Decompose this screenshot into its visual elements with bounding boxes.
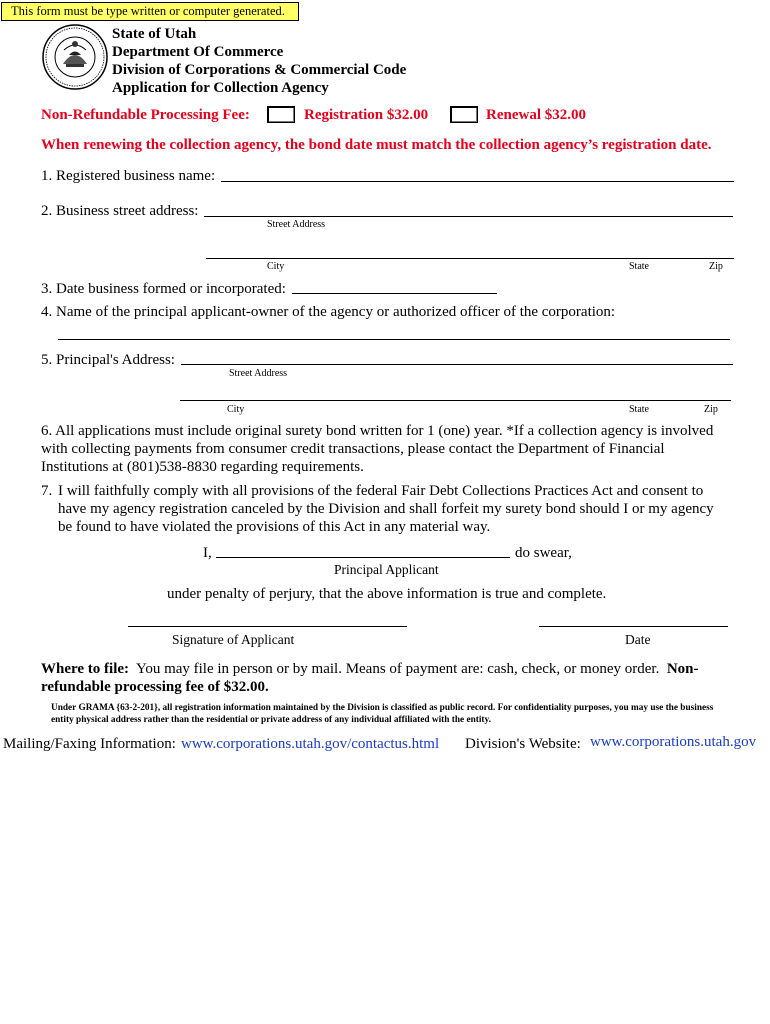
website-label: Division's Website: <box>465 736 581 752</box>
principal-city-state-zip-field[interactable] <box>180 400 731 401</box>
renewal-bond-note: When renewing the collection agency, the bond date must match the collection agency’s registration date. <box>41 137 712 153</box>
header-state: State of Utah <box>112 26 197 42</box>
registration-fee-label: Registration $32.00 <box>304 107 429 123</box>
q1-label: 1. Registered business name: <box>41 168 216 184</box>
registered-business-name-field[interactable] <box>221 181 734 182</box>
where-to-file-label: Where to file: <box>41 661 130 677</box>
date-formed-field[interactable] <box>292 293 497 294</box>
business-city-state-zip-field[interactable] <box>206 258 734 259</box>
oath-suffix: do swear, <box>515 545 572 561</box>
division-website-link[interactable]: www.corporations.utah.gov <box>590 734 757 750</box>
principal-applicant-caption: Principal Applicant <box>334 562 439 577</box>
processing-fee-note: Non-refundable processing fee of $32.00. <box>41 661 699 695</box>
q2-city-caption: City <box>267 261 285 272</box>
mailing-label: Mailing/Faxing Information: <box>3 736 176 752</box>
bond-requirement-statement: 6. All applications must include original surety bond written for 1 (one) year. *If a collection agency is involved with collecting payments from consumer credit transactions, please contact the Department of Financial Institutions at (801)538-8830 regarding requirements. <box>41 423 714 475</box>
q5-zip-caption: Zip <box>704 404 718 415</box>
utah-state-seal-icon <box>42 24 108 90</box>
q2-state-caption: State <box>629 261 649 272</box>
renewal-checkbox[interactable] <box>450 106 478 123</box>
fdcpa-compliance-statement: I will faithfully comply with all provisions of the federal Fair Debt Collections Practices Act and consent to have my agency registration canceled by the Division and shall forfeit my surety bond should I or my agency be found to have violated the provisions of this Act in any material way. <box>58 483 714 535</box>
renewal-fee-label: Renewal $32.00 <box>486 107 586 123</box>
form-title: Application for Collection Agency <box>112 80 329 96</box>
where-to-file-text: You may file in person or by mail. Means of payment are: cash, check, or money order. <box>135 661 660 677</box>
registration-checkbox[interactable] <box>267 106 295 123</box>
fee-label: Non-Refundable Processing Fee: <box>41 107 250 123</box>
perjury-statement: under penalty of perjury, that the above information is true and complete. <box>167 586 607 602</box>
date-caption: Date <box>625 632 651 647</box>
item7-number: 7. <box>41 483 53 499</box>
principal-name-field[interactable] <box>58 339 730 340</box>
q5-street-caption: Street Address <box>229 368 288 379</box>
q5-state-caption: State <box>629 404 649 415</box>
header-division: Division of Corporations & Commercial Code <box>112 62 407 78</box>
oath-prefix: I, <box>203 545 212 561</box>
grama-disclosure: Under GRAMA {63-2-201}, all registration information maintained by the Division is classified as public record. For confidentiality purposes, you may use the business entity physical address rather than the residential or private address of any individual affiliated with the entity. <box>51 703 714 725</box>
principal-street-field[interactable] <box>181 364 733 365</box>
typewritten-notice: This form must be type written or computer generated. <box>1 2 299 21</box>
q2-street-caption: Street Address <box>267 219 326 230</box>
where-to-file <box>41 660 731 696</box>
q5-city-caption: City <box>227 404 245 415</box>
signature-field[interactable] <box>128 626 407 627</box>
header-department: Department Of Commerce <box>112 44 284 60</box>
date-field[interactable] <box>539 626 728 627</box>
q3-label: 3. Date business formed or incorporated: <box>41 281 286 297</box>
signature-caption: Signature of Applicant <box>172 632 295 647</box>
business-street-field[interactable] <box>204 216 733 217</box>
principal-applicant-field[interactable] <box>216 557 510 558</box>
q2-zip-caption: Zip <box>709 261 723 272</box>
q2-label: 2. Business street address: <box>41 203 199 219</box>
contact-us-link[interactable]: www.corporations.utah.gov/contactus.html <box>181 736 440 752</box>
q4-label: 4. Name of the principal applicant-owner of the agency or authorized officer of the corporation: <box>41 304 616 320</box>
q5-label: 5. Principal's Address: <box>41 352 175 368</box>
